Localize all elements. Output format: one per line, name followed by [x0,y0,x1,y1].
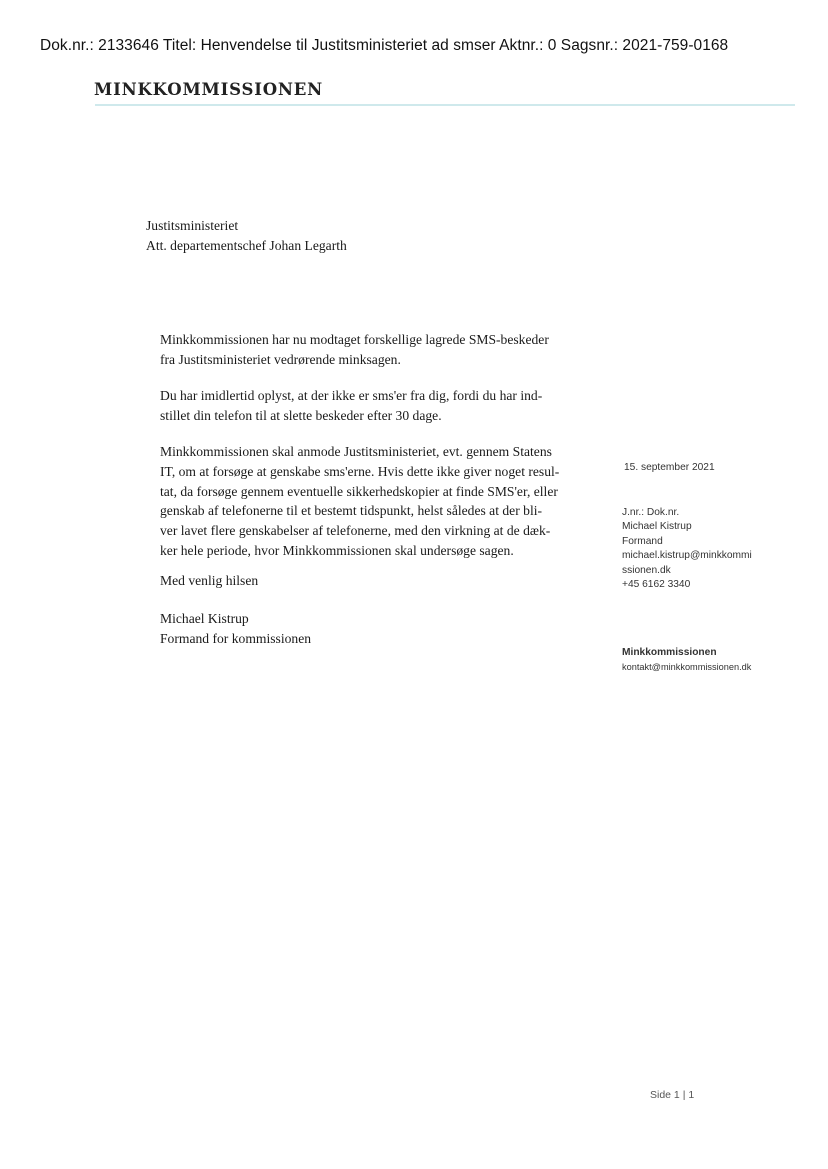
sidebar-organization [622,646,751,675]
header-divider [95,104,795,106]
paragraph-line: IT, om at forsøge at genskabe sms'erne. Hvis dette ikke giver noget resul- [160,463,560,479]
paragraph-line: stillet din telefon til at slette beskeder efter 30 dage. [160,407,442,423]
recipient-line: Justitsministeriet [146,218,239,233]
paragraph-line: Minkkommissionen skal anmode Justitsministeriet, evt. gennem Statens [160,444,552,459]
body-paragraph-2 [160,386,542,426]
signature-block [160,609,311,649]
organization-email: kontakt@minkkommissionen.dk [622,662,752,673]
closing-salutation: Med venlig hilsen [160,573,259,588]
contact-email-continued: ssionen.dk [622,564,671,576]
recipient-address [146,216,347,256]
signatory-name: Michael Kistrup [160,611,249,626]
paragraph-line: genskab af telefonerne til et bestemt tidspunkt, helst således at der bli- [160,503,543,519]
letter-date: 15. september 2021 [624,462,715,473]
recipient-line: Att. departementschef Johan Legarth [146,237,347,253]
body-paragraph-3 [160,442,559,561]
reference-number: J.nr.: Dok.nr. [622,507,680,518]
contact-name: Michael Kistrup [622,521,692,533]
paragraph-line: ver lavet flere genskabelser af telefonerne, med den virkning at de dæk- [160,523,551,539]
page-number: Side 1 | 1 [650,1089,695,1101]
paragraph-line: ker hele periode, hvor Minkkommissionen skal undersøge sagen. [160,542,514,558]
contact-role: Formand [622,535,663,547]
archive-stamp: Dok.nr.: 2133646 Titel: Henvendelse til Justitsministeriet ad smser Aktnr.: 0 Sagsnr.: 2021-759-0168 [40,37,729,54]
organization-wordmark: MINKKOMMISSIONEN [94,80,324,99]
paragraph-line: Minkkommissionen har nu modtaget forskellige lagrede SMS-beskeder [160,332,549,347]
paragraph-line: Du har imidlertid oplyst, at der ikke er sms'er fra dig, fordi du har ind- [160,388,543,403]
contact-email: michael.kistrup@minkkommi [622,550,752,562]
contact-phone: +45 6162 3340 [622,579,691,591]
sidebar-contact [622,506,752,592]
body-paragraph-1 [160,330,549,370]
signatory-title: Formand for kommissionen [160,630,312,646]
paragraph-line: tat, da forsøge gennem eventuelle sikkerhedskopier at finde SMS'er, eller [160,483,558,499]
organization-name: Minkkommissionen [622,647,717,658]
paragraph-line: fra Justitsministeriet vedrørende minksagen. [160,351,401,367]
